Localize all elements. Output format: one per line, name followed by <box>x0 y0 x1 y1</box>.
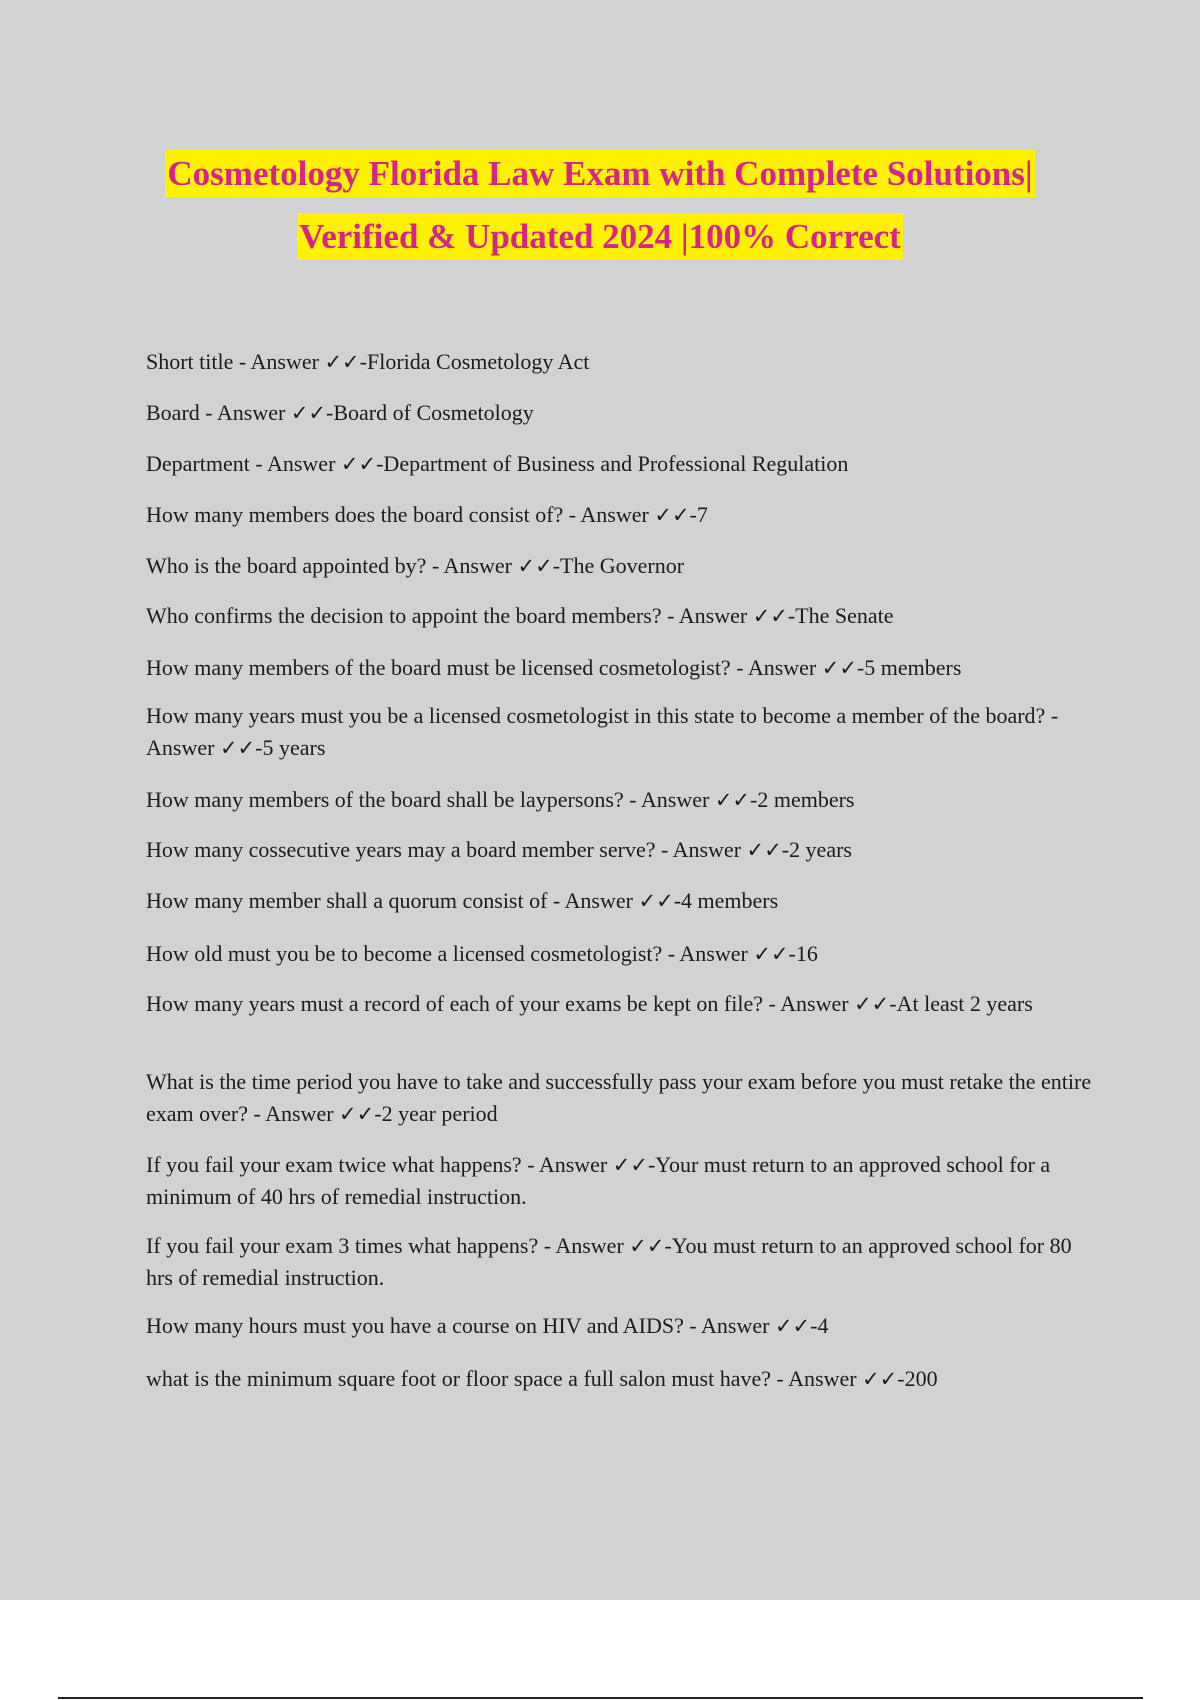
answer-label: Answer <box>580 502 649 527</box>
answer-label: Answer <box>678 603 748 628</box>
answer-text: -At least 2 years <box>889 991 1033 1016</box>
title-line-2-text: Verified & Updated 2024 |100% Correct <box>297 213 903 260</box>
qa-item <box>146 1149 1096 1213</box>
qa-item <box>146 397 1096 429</box>
footer-divider <box>58 1697 1143 1699</box>
qa-item <box>146 600 1096 632</box>
answer-text: -16 <box>788 941 818 966</box>
question-text: How many members of the board shall be laypersons? - <box>146 787 641 812</box>
answer-text: -The Governor <box>552 553 685 578</box>
answer-text: -The Senate <box>787 603 894 628</box>
double-check-icon: ✓✓ <box>339 1102 375 1126</box>
question-text: How old must you be to become a licensed cosmetologist? - <box>146 941 680 966</box>
qa-item <box>146 784 1096 816</box>
title-line-2 <box>0 205 1200 268</box>
double-check-icon: ✓✓ <box>854 992 890 1016</box>
answer-label: Answer <box>265 1101 334 1126</box>
answer-text: -200 <box>897 1366 938 1391</box>
answer-label: Answer <box>747 655 817 680</box>
answer-text: -Board of Cosmetology <box>326 400 534 425</box>
answer-label: Answer <box>555 1233 624 1258</box>
question-text: How many hours must you have a course on HIV and AIDS? - <box>146 1313 702 1338</box>
question-text: Board - <box>146 400 217 425</box>
question-text: Short title - <box>146 349 251 374</box>
double-check-icon: ✓✓ <box>752 604 788 628</box>
qa-item <box>146 885 1096 917</box>
question-text: If you fail your exam twice what happens? - <box>146 1152 539 1177</box>
double-check-icon: ✓✓ <box>324 350 360 374</box>
double-check-icon: ✓✓ <box>517 554 553 578</box>
double-check-icon: ✓✓ <box>629 1234 665 1258</box>
qa-item <box>146 1363 1096 1395</box>
document-title <box>0 142 1200 268</box>
double-check-icon: ✓✓ <box>340 452 377 476</box>
qa-item <box>146 988 1096 1020</box>
answer-label: Answer <box>640 787 710 812</box>
double-check-icon: ✓✓ <box>654 503 690 527</box>
question-text: If you fail your exam 3 times what happens? - <box>146 1233 556 1258</box>
answer-text: -2 years <box>781 837 852 862</box>
answer-text: -5 members <box>856 655 962 680</box>
double-check-icon: ✓✓ <box>612 1153 648 1177</box>
answer-text: -You must return to an approved school for 80 hrs of remedial instruction. <box>146 1233 1072 1290</box>
answer-label: Answer <box>788 1366 857 1391</box>
answer-label: Answer <box>250 349 319 374</box>
double-check-icon: ✓✓ <box>290 401 327 425</box>
answer-text: -Department of Business and Professional Regulation <box>376 451 849 476</box>
qa-item <box>146 1310 1096 1342</box>
answer-label: Answer <box>146 735 215 760</box>
question-text: How many members does the board consist of? - <box>146 502 581 527</box>
answer-label: Answer <box>266 451 336 476</box>
answer-label: Answer <box>564 888 633 913</box>
answer-label: Answer <box>679 941 748 966</box>
double-check-icon: ✓✓ <box>774 1314 811 1338</box>
double-check-icon: ✓✓ <box>753 942 789 966</box>
answer-label: Answer <box>538 1152 608 1177</box>
answer-text: -Florida Cosmetology Act <box>359 349 590 374</box>
answer-text: -Your must return to an approved school for a minimum of 40 hrs of remedial instruction. <box>146 1152 1051 1209</box>
qa-item <box>146 448 1096 480</box>
question-text: How many cossecutive years may a board member serve? - <box>146 837 673 862</box>
question-text: How many members of the board must be licensed cosmetologist? - <box>146 655 748 680</box>
qa-item <box>146 700 1096 764</box>
qa-item <box>146 550 1096 582</box>
question-text: What is the time period you have to take and successfully pass your exam before you must retake the entire exam over? - <box>146 1069 1092 1126</box>
title-line-1-text: Cosmetology Florida Law Exam with Complete Solutions| <box>165 150 1034 197</box>
double-check-icon: ✓✓ <box>638 889 674 913</box>
question-text: Who confirms the decision to appoint the board members? - <box>146 603 679 628</box>
answer-label: Answer <box>672 837 742 862</box>
double-check-icon: ✓✓ <box>862 1367 898 1391</box>
answer-text: -2 year period <box>374 1101 498 1126</box>
qa-item <box>146 652 1096 684</box>
question-text: How many years must a record of each of your exams be kept on file? - <box>146 991 781 1016</box>
answer-text: -7 <box>689 502 708 527</box>
question-text: Who is the board appointed by? - <box>146 553 444 578</box>
answer-label: Answer <box>701 1313 770 1338</box>
answer-label: Answer <box>443 553 512 578</box>
qa-item <box>146 938 1096 970</box>
qa-item <box>146 1066 1096 1130</box>
question-text: Department - <box>146 451 267 476</box>
double-check-icon: ✓✓ <box>219 736 256 760</box>
double-check-icon: ✓✓ <box>746 838 782 862</box>
answer-label: Answer <box>780 991 849 1016</box>
answer-text: -2 members <box>750 787 855 812</box>
qa-item <box>146 834 1096 866</box>
qa-item <box>146 346 1096 378</box>
question-text: How many years must you be a licensed cosmetologist in this state to become a member of the board? - <box>146 703 1059 728</box>
question-text: what is the minimum square foot or floor space a full salon must have? - <box>146 1366 789 1391</box>
qa-item <box>146 499 1096 531</box>
answer-text: -5 years <box>255 735 326 760</box>
title-line-1 <box>0 142 1200 205</box>
answer-text: -4 <box>810 1313 829 1338</box>
double-check-icon: ✓✓ <box>714 788 751 812</box>
double-check-icon: ✓✓ <box>821 656 857 680</box>
qa-item <box>146 1230 1096 1294</box>
question-text: How many member shall a quorum consist of - <box>146 888 565 913</box>
answer-label: Answer <box>216 400 286 425</box>
answer-text: -4 members <box>673 888 779 913</box>
